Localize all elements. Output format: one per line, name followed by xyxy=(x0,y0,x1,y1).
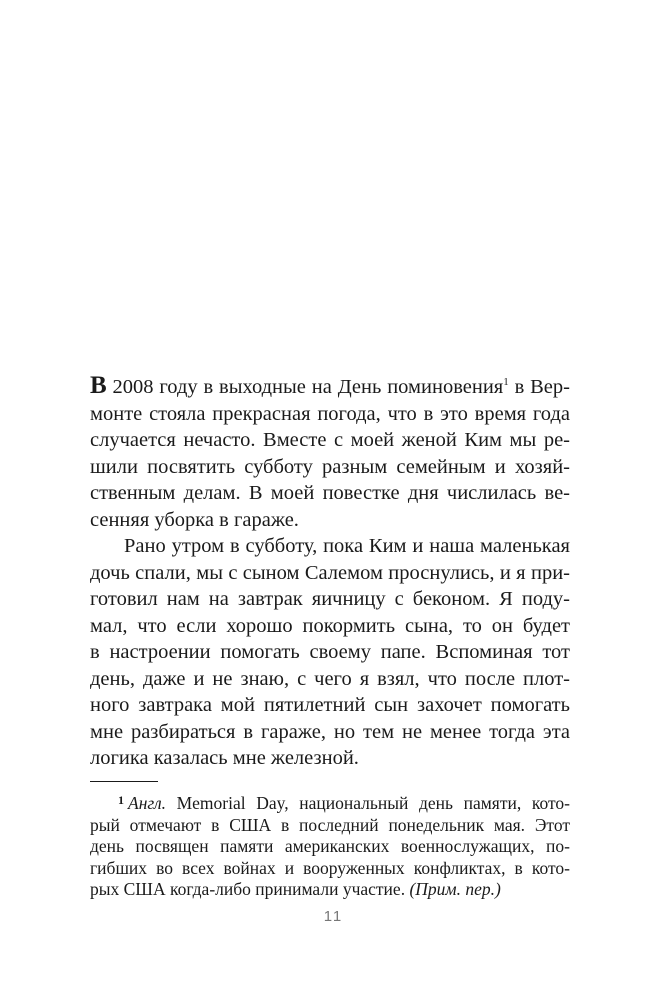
footnote-line-2: рый отмечают в США в последний понедельник мая. Этот xyxy=(90,814,570,835)
paragraph-1-line-3: случается нечасто. Вместе с моей женой Ким мы ре- xyxy=(90,429,570,451)
paragraph-2-line-4: мал, что если хорошо покормить сына, то он будет xyxy=(90,614,570,637)
main-text xyxy=(90,373,570,772)
footnote-line-1: $^1$ Англ. Memorial Day, национальный день памяти, кото- xyxy=(118,793,570,813)
paragraph-1-line-6: сенняя уборка в гараже. xyxy=(90,508,299,531)
footnote-reference[interactable]: 1 xyxy=(503,376,509,388)
paragraph-1-line-5: ственным делам. В моей повестке дня числилась ве- xyxy=(90,482,570,504)
footnote-language: Англ. xyxy=(128,793,166,813)
footnote-mark: 1 xyxy=(118,793,124,807)
paragraph-1-line-1: В 2008 году в выходные на День поминовения$^1$ в Вер- xyxy=(90,372,570,399)
paragraph-2-line-5: в настроении помогать своему папе. Вспоминая тот xyxy=(90,641,570,663)
footnote-divider xyxy=(90,781,158,782)
footnote-line-4: гибших во всех войнах и вооруженных конфликтах, в кото- xyxy=(90,857,570,878)
page-number: 11 xyxy=(323,908,344,925)
paragraph-1-line-4: шили посвятить субботу разным семейным и хозяй- xyxy=(90,455,570,478)
footnote-line-5: рых США когда-либо принимали участие. (Прим. пер.) xyxy=(90,879,501,899)
paragraph-2-line-1: Рано утром в субботу, пока Ким и наша маленькая xyxy=(124,535,570,557)
paragraph-2-line-8: мне разбираться в гараже, но тем не менее тогда эта xyxy=(90,720,570,743)
paragraph-2-line-7: ного завтрака мой пятилетний сын захочет помогать xyxy=(90,694,570,716)
footnote-line-3: день посвящен памяти американских военнослужащих, по- xyxy=(90,836,570,856)
translator-note: (Прим. пер.) xyxy=(409,879,501,899)
paragraph-2-line-2: дочь спали, мы с сыном Салемом проснулись, и я при- xyxy=(90,561,570,584)
drop-cap: В xyxy=(90,372,107,399)
paragraph-2-line-3: готовил нам на завтрак яичницу с беконом. Я поду- xyxy=(90,588,570,610)
paragraph-2-line-9: логика казалась мне железной. xyxy=(90,747,359,769)
paragraph-2-line-6: день, даже и не знаю, с чего я взял, что после плот- xyxy=(90,667,570,690)
footnote xyxy=(90,793,570,901)
paragraph-1-line-2: монте стояла прекрасная погода, что в это время года xyxy=(90,402,570,425)
